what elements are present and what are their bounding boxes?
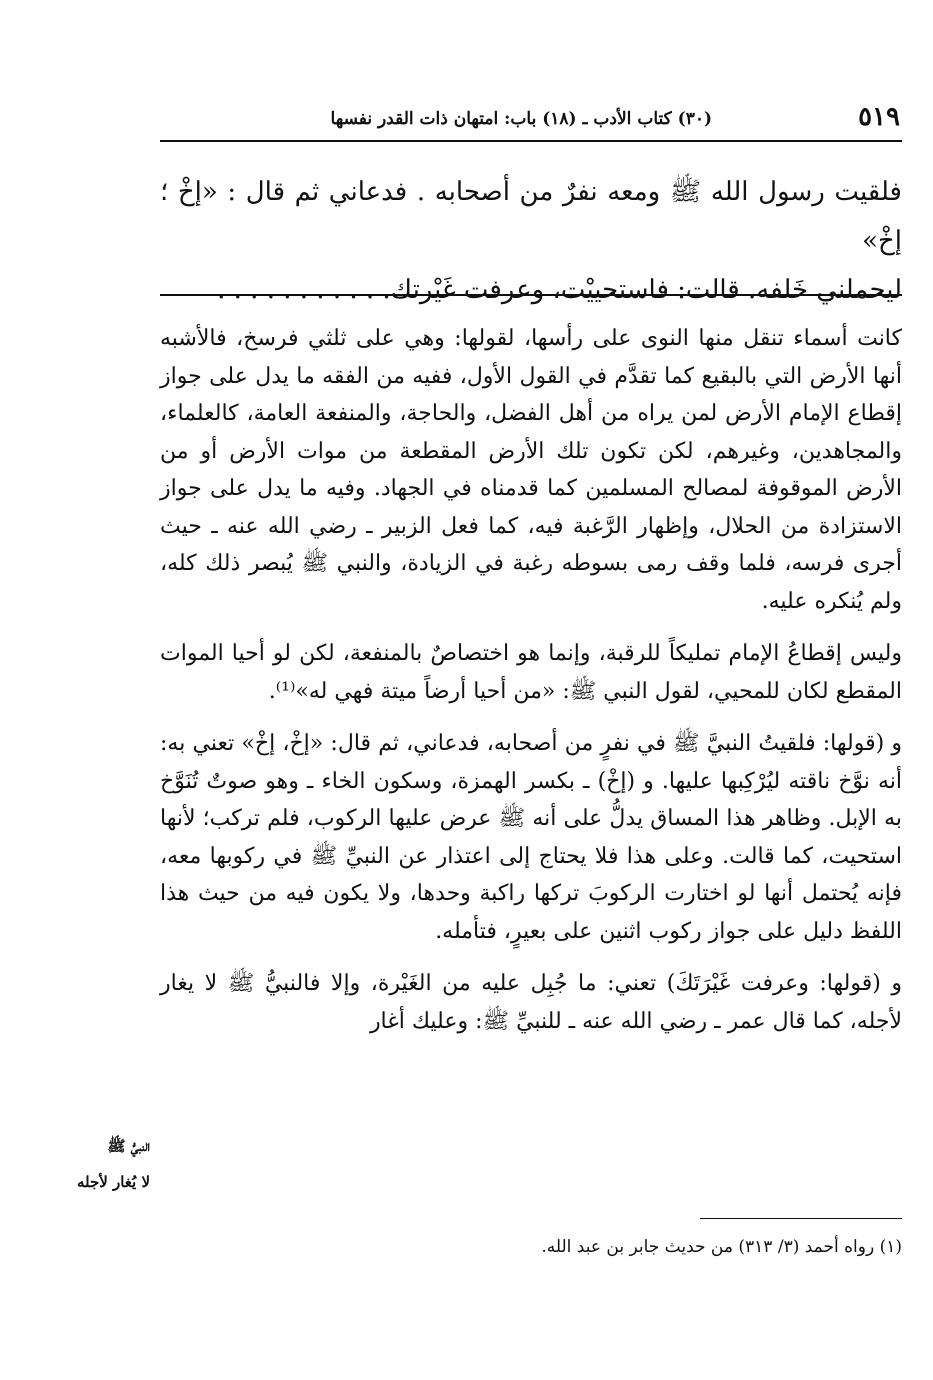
commentary-paragraph: و (قولها: وعرفت غَيْرَتَكَ) تعني: ما جُبِل عليه من الغَيْرة، وإلا فالنبيُّ ﷺ لا يغار لأجله، كما قال عمر ـ رضي الله عنه ـ للنبيِّ ﷺ: وعليك أغار xyxy=(160,971,902,1034)
hadith-line: فلقيت رسول الله ﷺ ومعه نفرٌ من أصحابه . فدعاني ثم قال : «إخْ ؛ إخْ» xyxy=(160,177,902,256)
page-number: ٥١٩ xyxy=(858,102,900,132)
footnote: (١) رواه أحمد (٣/ ٣١٣) من حديث جابر بن عبد الله. xyxy=(541,1237,902,1257)
page-header xyxy=(160,100,902,142)
hadith-text xyxy=(160,168,902,315)
margin-note-line: النبيُّ ﷺ xyxy=(107,1137,150,1155)
commentary-paragraph: كانت أسماء تنقل منها النوى على رأسها، لقولها: وهي على ثلثي فرسخ، فالأشبه أنها الأرض التي بالبقيع كما تقدَّم في القول الأول، ففيه من الفقه ما يدل على جواز إقطاع الإمام الأرض لمن يراه من أهل الفضل، والحاجة، والمنفعة العامة، كالعلماء، والمجاهدين، وغيرهم، لكن تكون تلك الأرض المقطعة من موات الأرض أو من الأرض الموقوفة لمصالح المسلمين كما قدمناه في الجهاد. وفيه ما يدل على جواز الاستزادة من الحلال، وإظهار الرَّغبة فيه، كما فعل الزبير ـ رضي الله عنه ـ حيث أجرى فرسه، فلما وقف رمى بسوطه رغبة في الزيادة، والنبي ﷺ يُبصر ذلك كله، ولم يُنكره عليه. xyxy=(160,326,902,614)
commentary-paragraph: وليس إقطاعُ الإمام تمليكاً للرقبة، وإنما هو اختصاصٌ بالمنفعة، لكن لو أحيا الموات المقطع لكان للمحيي، لقول النبي ﷺ: «من أحيا أرضاً ميتة فهي له»⁽¹⁾. xyxy=(160,641,902,704)
commentary-paragraph: و (قولها: فلقيتُ النبيَّ ﷺ في نفرٍ من أصحابه، فدعاني، ثم قال: «إخْ، إخْ» تعني به: أنه نوَّخ ناقته ليُرْكِبها عليها. و (إخْ) ـ بكسر الهمزة، وسكون الخاء ـ وهو صوتٌ تُنَوَّخ به الإبل. وظاهر هذا المساق يدلُّ على أنه ﷺ عرض عليها الركوب، فلم تركب؛ لأنها استحيت، كما قالت. وعلى هذا فلا يحتاج إلى اعتذار عن النبيِّ ﷺ في ركوبها معه، فإنه يُحتمل أنها لو اختارت الركوبَ تركها راكبة وحدها، ولا يكون فيه من حيث هذا اللفظ دليل على جواز ركوب اثنين على بعيرٍ، فتأمله. xyxy=(160,731,903,944)
commentary-text xyxy=(160,320,902,1055)
footnote-rule xyxy=(700,1218,902,1219)
hadith-line: ليحملني خَلفه. قالت: فاستحييْت، وعرفت غَيْرتك. . . . . . . . . . . xyxy=(217,275,902,305)
section-divider xyxy=(160,294,902,296)
margin-note-line: لا يُغار لأجله xyxy=(76,1173,150,1191)
margin-note xyxy=(10,1128,150,1200)
running-title: (٣٠) كتاب الأدب ـ (١٨) باب: امتهان ذات القدر نفسها xyxy=(330,109,712,129)
